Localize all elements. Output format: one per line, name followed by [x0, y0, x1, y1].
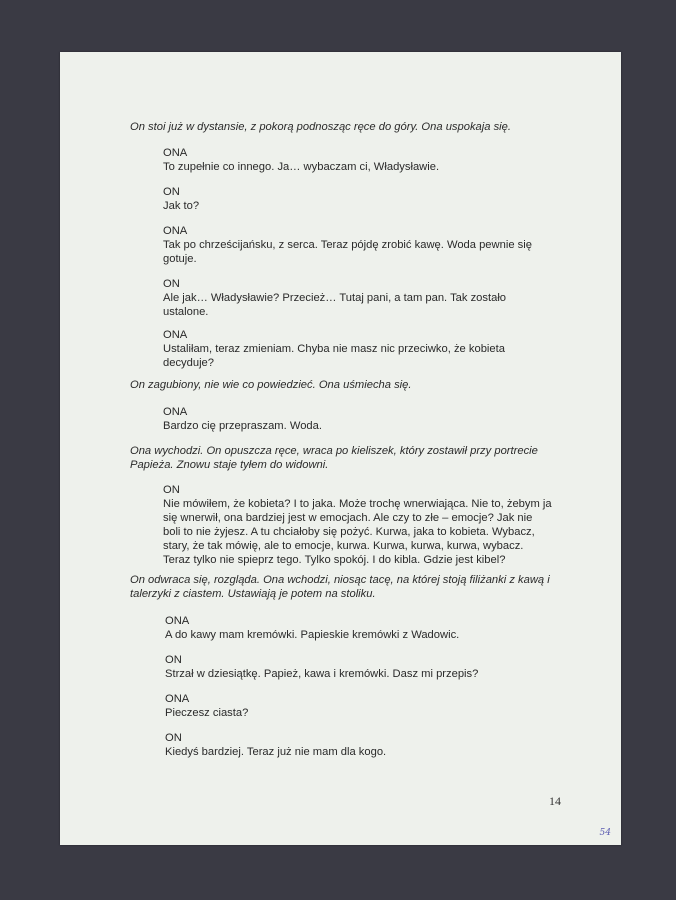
dialogue-block [163, 483, 552, 567]
text-line: stary, że tak mówię, ale to emocje, kurwa. Kurwa, kurwa, kurwa, wybacz. [163, 540, 524, 552]
text-line: To zupełnie co innego. Ja… wybaczam ci, Władysławie. [163, 161, 440, 173]
text-line: Bardzo cię przepraszam. Woda. [163, 420, 322, 432]
dialogue-block [165, 692, 248, 720]
speaker-name: ON [165, 654, 182, 666]
text-line: Papieża. Znowu staje tyłem do widowni. [130, 459, 329, 471]
text-line: ustalone. [163, 306, 209, 318]
speaker-name: ON [163, 484, 180, 496]
text-line: Ona wychodzi. On opuszcza ręce, wraca po kieliszek, który zostawił przy portrecie [130, 445, 538, 457]
stage-direction [130, 444, 538, 472]
dialogue-block [165, 731, 386, 759]
text-line: gotuje. [163, 253, 197, 265]
text-line: decyduje? [163, 357, 215, 369]
speaker-name: ONA [163, 406, 188, 418]
dialogue-block [163, 185, 199, 213]
text-line: On zagubiony, nie wie co powiedzieć. Ona uśmiecha się. [130, 379, 412, 391]
text-line: On odwraca się, rozgląda. Ona wchodzi, niosąc tacę, na której stoją filiżanki z kawą i [130, 574, 550, 586]
speaker-name: ONA [163, 147, 188, 159]
page-number: 14 [549, 794, 561, 808]
dialogue-block [163, 405, 322, 433]
text-line: Ale jak… Władysławie? Przecież… Tutaj pani, a tam pan. Tak zostało [163, 292, 507, 304]
text-line: Kiedyś bardziej. Teraz już nie mam dla kogo. [165, 746, 387, 758]
speaker-name: ON [163, 186, 180, 198]
dialogue-block [165, 653, 478, 681]
stage-direction [130, 573, 550, 601]
text-line: Pieczesz ciasta? [165, 707, 249, 719]
text-line: Nie mówiłem, że kobieta? I to jaka. Może trochę wnerwiająca. Nie to, żebym ja [163, 498, 552, 510]
speaker-name: ON [163, 278, 180, 290]
stage-direction [130, 378, 412, 392]
speaker-name: ONA [165, 615, 190, 627]
speaker-name: ONA [163, 329, 188, 341]
text-line: Ustaliłam, teraz zmieniam. Chyba nie masz nic przeciwko, że kobieta [163, 343, 505, 355]
text-line: Teraz tylko nie spieprz tego. Tylko spokój. I do kibla. Gdzie jest kibel? [163, 554, 506, 566]
speaker-name: ON [165, 732, 182, 744]
text-line: On stoi już w dystansie, z pokorą podnosząc ręce do góry. Ona uspokaja się. [130, 121, 511, 133]
dialogue-block [163, 224, 532, 266]
text-line: Tak po chrześcijańsku, z serca. Teraz pójdę zrobić kawę. Woda pewnie się [163, 239, 532, 251]
speaker-name: ONA [165, 693, 190, 705]
dialogue-block [163, 146, 439, 174]
speaker-name: ONA [163, 225, 188, 237]
dialogue-block [163, 328, 505, 370]
text-line: A do kawy mam kremówki. Papieskie kremówki z Wadowic. [165, 629, 460, 641]
document-page [60, 52, 621, 845]
text-line: boli to nie żyjesz. A tu chciałoby się pożyć. Kurwa, jaka to kobieta. Wybacz, [163, 526, 535, 538]
text-line: się wnerwił, ona bardziej jest w emocjach. Ale czy to złe – emocje? Jak nie [163, 512, 533, 524]
stage-direction [130, 120, 511, 134]
text-line: Jak to? [163, 200, 200, 212]
text-line: Strzał w dziesiątkę. Papież, kawa i kremówki. Dasz mi przepis? [165, 668, 479, 680]
handwritten-page-mark: 54 [599, 828, 611, 838]
dialogue-block [163, 277, 506, 319]
dialogue-block [165, 614, 459, 642]
text-line: talerzyki z ciastem. Ustawiają je potem na stoliku. [130, 588, 376, 600]
